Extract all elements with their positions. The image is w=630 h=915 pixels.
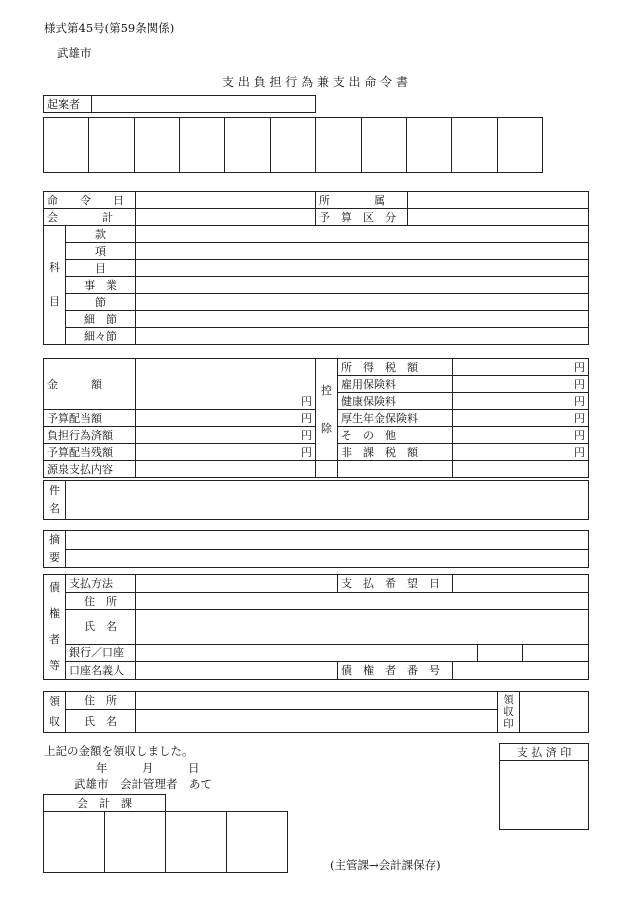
paid-stamp-box[interactable] bbox=[500, 761, 589, 830]
deduction-item: そ の 他 bbox=[338, 427, 453, 444]
creditor-table bbox=[43, 574, 589, 680]
deduction-item: 非 課 税 額 bbox=[338, 444, 453, 461]
stamp-box[interactable] bbox=[89, 118, 134, 173]
yen-unit: 円 bbox=[301, 445, 312, 459]
subject-row-label: 項 bbox=[66, 243, 136, 260]
accounting-stamp-box[interactable] bbox=[227, 812, 288, 873]
account-field[interactable] bbox=[136, 209, 316, 226]
yen-unit: 円 bbox=[301, 411, 312, 425]
form-number: 様式第45号(第59条関係) bbox=[44, 21, 175, 35]
amount-label: 金 額 bbox=[44, 359, 136, 410]
paid-stamp-table bbox=[499, 743, 589, 830]
page-title: 支 出 負 担 行 為 兼 支 出 命 令 書 bbox=[222, 75, 408, 89]
budget-remaining-field[interactable] bbox=[136, 444, 316, 461]
subject-row-field[interactable] bbox=[136, 260, 589, 277]
addressee: 武雄市 会計管理者 あて bbox=[74, 777, 212, 791]
deduction-value[interactable] bbox=[453, 359, 589, 376]
city-name: 武雄市 bbox=[57, 46, 92, 60]
creditor-name-field[interactable] bbox=[136, 610, 589, 644]
receipt-label: 領収 bbox=[44, 692, 66, 733]
subject-row-field[interactable] bbox=[136, 311, 589, 328]
withholding-content-label: 源泉支払内容 bbox=[44, 461, 136, 478]
creditor-label: 債権者等 bbox=[44, 575, 66, 680]
subject-row-field[interactable] bbox=[136, 226, 589, 243]
deduction-item: 健康保険料 bbox=[338, 393, 453, 410]
creditor-number-label: 債 権 者 番 号 bbox=[338, 662, 453, 680]
stamp-box[interactable] bbox=[497, 118, 542, 173]
creditor-address-field[interactable] bbox=[136, 592, 589, 610]
subject-row-field[interactable] bbox=[136, 294, 589, 311]
yen-unit: 円 bbox=[574, 394, 585, 408]
account-holder-field[interactable] bbox=[136, 662, 338, 680]
budget-allocated-label: 予算配当額 bbox=[44, 410, 136, 427]
accounting-stamp-box[interactable] bbox=[105, 812, 166, 873]
yen-unit: 円 bbox=[574, 360, 585, 374]
stamp-box[interactable] bbox=[270, 118, 315, 173]
department-field[interactable] bbox=[408, 192, 589, 209]
yen-unit: 円 bbox=[574, 428, 585, 442]
bank-account-label: 銀行／口座 bbox=[66, 644, 136, 662]
yen-unit: 円 bbox=[301, 428, 312, 442]
subject-row-label: 細 節 bbox=[66, 311, 136, 328]
summary-label: 摘要 bbox=[44, 531, 66, 568]
blank-cell bbox=[316, 461, 338, 478]
subject-row-field[interactable] bbox=[136, 277, 589, 294]
accounting-section-table bbox=[43, 794, 288, 873]
order-date-field[interactable] bbox=[136, 192, 316, 209]
subject-row-label: 節 bbox=[66, 294, 136, 311]
order-table bbox=[43, 191, 589, 345]
department-label: 所 属 bbox=[316, 192, 408, 209]
deduction-value[interactable] bbox=[453, 444, 589, 461]
drafter-table bbox=[43, 95, 316, 113]
receipt-date: 年 月 日 bbox=[96, 761, 200, 775]
accounting-stamp-box[interactable] bbox=[166, 812, 227, 873]
subject-row-label: 款 bbox=[66, 226, 136, 243]
stamp-box[interactable] bbox=[361, 118, 406, 173]
account-holder-label: 口座名義人 bbox=[66, 662, 136, 680]
deduction-item: 所 得 税 額 bbox=[338, 359, 453, 376]
deduction-value[interactable] bbox=[453, 393, 589, 410]
summary-field[interactable] bbox=[66, 549, 589, 568]
receipt-statement: 上記の金額を領収しました。 bbox=[44, 744, 194, 758]
storage-note: (主管課→会計課保存) bbox=[330, 858, 441, 872]
blank-cell bbox=[166, 795, 227, 812]
payment-method-label: 支払方法 bbox=[66, 575, 136, 593]
blank-cell bbox=[453, 461, 589, 478]
receipt-seal-box[interactable] bbox=[520, 692, 589, 733]
payment-method-field[interactable] bbox=[136, 575, 338, 593]
withholding-content-field[interactable] bbox=[136, 461, 316, 478]
yen-unit: 円 bbox=[574, 377, 585, 391]
deduction-label: 控除 bbox=[316, 359, 338, 461]
budget-category-label: 予 算 区 分 bbox=[316, 209, 408, 226]
receipt-address-field[interactable] bbox=[136, 692, 498, 710]
yen-unit: 円 bbox=[574, 411, 585, 425]
subject-name-table bbox=[43, 480, 589, 520]
subject-name-field[interactable] bbox=[66, 481, 589, 520]
budget-category-field[interactable] bbox=[408, 209, 589, 226]
stamp-box[interactable] bbox=[134, 118, 179, 173]
subject-row-label: 事 業 bbox=[66, 277, 136, 294]
bank-account-type-field[interactable] bbox=[478, 644, 523, 662]
approval-stamp-boxes bbox=[43, 117, 543, 173]
bank-account-number-field[interactable] bbox=[523, 644, 589, 662]
payment-date-field[interactable] bbox=[453, 575, 589, 593]
creditor-name-label: 氏 名 bbox=[66, 610, 136, 644]
creditor-address-label: 住 所 bbox=[66, 592, 136, 610]
budget-remaining-label: 予算配当残額 bbox=[44, 444, 136, 461]
accounting-section-label: 会 計 課 bbox=[44, 795, 166, 812]
stamp-box[interactable] bbox=[316, 118, 361, 173]
summary-field[interactable] bbox=[66, 531, 589, 550]
stamp-box[interactable] bbox=[44, 118, 89, 173]
deduction-value[interactable] bbox=[453, 410, 589, 427]
drafter-label: 起案者 bbox=[44, 96, 92, 113]
creditor-number-field[interactable] bbox=[453, 662, 589, 680]
stamp-box[interactable] bbox=[180, 118, 225, 173]
summary-table bbox=[43, 530, 589, 568]
stamp-box[interactable] bbox=[225, 118, 270, 173]
receipt-table bbox=[43, 691, 589, 733]
account-label: 会 計 bbox=[44, 209, 136, 226]
subject-row-field[interactable] bbox=[136, 243, 589, 260]
deduction-value[interactable] bbox=[453, 376, 589, 393]
subject-name-label: 件名 bbox=[44, 481, 66, 520]
budget-allocated-field[interactable] bbox=[136, 410, 316, 427]
receipt-name-field[interactable] bbox=[136, 710, 498, 733]
subject-row-label: 細々節 bbox=[66, 328, 136, 345]
subject-row-field[interactable] bbox=[136, 328, 589, 345]
drafter-field[interactable] bbox=[92, 96, 316, 113]
bank-account-field[interactable] bbox=[136, 644, 478, 662]
subject-label: 科目 bbox=[44, 226, 66, 345]
blank-cell bbox=[227, 795, 288, 812]
amount-table bbox=[43, 358, 589, 478]
deduction-item: 厚生年金保険料 bbox=[338, 410, 453, 427]
deduction-item: 雇用保険料 bbox=[338, 376, 453, 393]
receipt-name-label: 氏 名 bbox=[66, 710, 136, 733]
receipt-seal-label: 領収印 bbox=[498, 692, 520, 733]
stamp-box[interactable] bbox=[406, 118, 451, 173]
yen-unit: 円 bbox=[574, 445, 585, 459]
blank-cell bbox=[338, 461, 453, 478]
receipt-address-label: 住 所 bbox=[66, 692, 136, 710]
amount-field[interactable] bbox=[136, 359, 316, 410]
paid-stamp-label: 支 払 済 印 bbox=[500, 744, 589, 761]
accounting-stamp-box[interactable] bbox=[44, 812, 105, 873]
order-date-label: 命 令 日 bbox=[44, 192, 136, 209]
yen-unit: 円 bbox=[301, 395, 312, 408]
subject-row-label: 目 bbox=[66, 260, 136, 277]
commitment-done-field[interactable] bbox=[136, 427, 316, 444]
deduction-value[interactable] bbox=[453, 427, 589, 444]
commitment-done-label: 負担行為済額 bbox=[44, 427, 136, 444]
payment-date-label: 支 払 希 望 日 bbox=[338, 575, 453, 593]
stamp-box[interactable] bbox=[452, 118, 497, 173]
